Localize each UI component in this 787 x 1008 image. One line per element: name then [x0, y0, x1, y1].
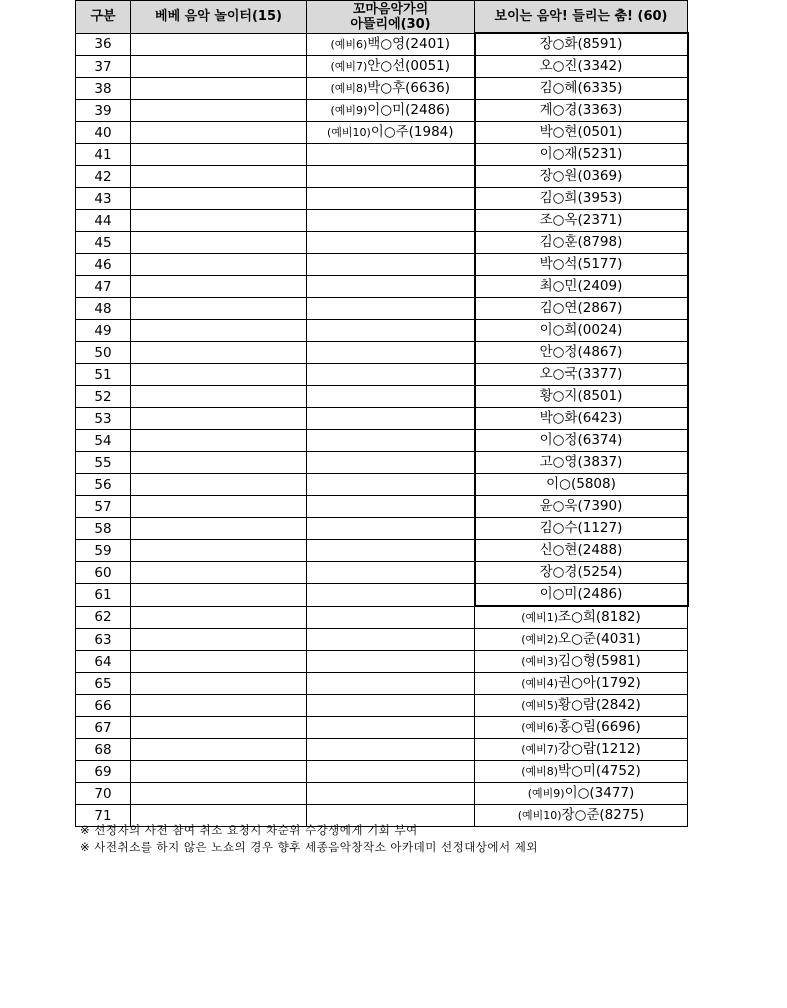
cell-bebe-music-playground [131, 783, 307, 805]
applicant-name: 박○후(6636) [367, 80, 451, 96]
applicant-name: 박○석(5177) [539, 256, 623, 272]
cell-bebe-music-playground [131, 144, 307, 166]
cell-little-musician-atelier [307, 254, 475, 276]
table-row [76, 144, 688, 166]
row-number: 64 [76, 651, 131, 673]
cell-little-musician-atelier [307, 33, 475, 56]
cell-bebe-music-playground [131, 56, 307, 78]
reserve-tag: (예비9) [330, 104, 368, 117]
cell-bebe-music-playground [131, 717, 307, 739]
table-row [76, 364, 688, 386]
cell-little-musician-atelier [307, 629, 475, 651]
table-row [76, 695, 688, 717]
row-number: 38 [76, 78, 131, 100]
row-number: 61 [76, 584, 131, 607]
cell-visible-music-audible-dance [475, 254, 688, 276]
cell-bebe-music-playground [131, 254, 307, 276]
row-number: 37 [76, 56, 131, 78]
applicant-name: 김○형(5981) [558, 653, 641, 669]
cell-little-musician-atelier [307, 606, 475, 629]
table-row [76, 232, 688, 254]
cell-little-musician-atelier [307, 364, 475, 386]
cell-bebe-music-playground [131, 166, 307, 188]
table-row [76, 342, 688, 364]
applicant-name: 김○희(3953) [539, 190, 623, 206]
cell-visible-music-audible-dance [475, 452, 688, 474]
table-row [76, 452, 688, 474]
cell-visible-music-audible-dance [475, 364, 688, 386]
row-number: 66 [76, 695, 131, 717]
reserve-tag: (예비6) [521, 721, 559, 734]
note-no-show: ※ 사전취소를 하지 않은 노쇼의 경우 향후 세종음악창작소 아카데미 선정대상에서 제외 [80, 840, 539, 854]
cell-bebe-music-playground [131, 364, 307, 386]
cell-bebe-music-playground [131, 386, 307, 408]
reserve-tag: (예비9) [527, 787, 565, 800]
row-number: 36 [76, 33, 131, 56]
applicant-name: 박○화(6423) [539, 410, 623, 426]
row-number: 57 [76, 496, 131, 518]
reserve-tag: (예비4) [521, 677, 559, 690]
applicant-name: 윤○욱(7390) [539, 498, 623, 514]
cell-bebe-music-playground [131, 122, 307, 144]
cell-little-musician-atelier [307, 232, 475, 254]
applicant-name: 이○(3477) [564, 785, 635, 801]
cell-little-musician-atelier [307, 651, 475, 673]
cell-little-musician-atelier [307, 276, 475, 298]
row-number: 47 [76, 276, 131, 298]
row-number: 40 [76, 122, 131, 144]
row-number: 54 [76, 430, 131, 452]
cell-bebe-music-playground [131, 232, 307, 254]
cell-little-musician-atelier [307, 122, 475, 144]
cell-bebe-music-playground [131, 298, 307, 320]
table-row [76, 562, 688, 584]
applicant-name: 신○현(2488) [539, 542, 623, 558]
applicant-name: 김○수(1127) [539, 520, 623, 536]
cell-bebe-music-playground [131, 761, 307, 783]
cell-visible-music-audible-dance [475, 673, 688, 695]
cell-bebe-music-playground [131, 342, 307, 364]
cell-little-musician-atelier [307, 739, 475, 761]
table-row [76, 673, 688, 695]
table-row [76, 761, 688, 783]
cell-visible-music-audible-dance [475, 695, 688, 717]
table-row [76, 518, 688, 540]
reserve-tag: (예비5) [521, 699, 559, 712]
row-number: 49 [76, 320, 131, 342]
cell-visible-music-audible-dance [475, 144, 688, 166]
reserve-tag: (예비10) [326, 126, 371, 139]
reserve-tag: (예비10) [517, 809, 562, 822]
cell-little-musician-atelier [307, 518, 475, 540]
row-number: 55 [76, 452, 131, 474]
table-row [76, 56, 688, 78]
applicant-name: 이○재(5231) [539, 146, 623, 162]
applicant-name: 고○영(3837) [539, 454, 623, 470]
row-number: 45 [76, 232, 131, 254]
cell-little-musician-atelier [307, 386, 475, 408]
cell-bebe-music-playground [131, 320, 307, 342]
applicant-name: 권○아(1792) [558, 675, 641, 691]
cell-bebe-music-playground [131, 496, 307, 518]
cell-bebe-music-playground [131, 276, 307, 298]
reserve-tag: (예비7) [330, 60, 368, 73]
cell-little-musician-atelier [307, 210, 475, 232]
cell-visible-music-audible-dance [475, 210, 688, 232]
cell-bebe-music-playground [131, 210, 307, 232]
applicant-name: 이○희(0024) [539, 322, 623, 338]
cell-little-musician-atelier [307, 584, 475, 607]
table-row [76, 166, 688, 188]
applicant-name: 장○화(8591) [539, 36, 623, 52]
applicant-name: 이○(5808) [546, 476, 616, 492]
table-row [76, 430, 688, 452]
cell-bebe-music-playground [131, 540, 307, 562]
applicant-name: 이○미(2486) [539, 586, 623, 602]
applicant-name: 조○희(8182) [558, 609, 641, 625]
cell-little-musician-atelier [307, 673, 475, 695]
row-number: 48 [76, 298, 131, 320]
row-number: 63 [76, 629, 131, 651]
cell-little-musician-atelier [307, 320, 475, 342]
header-visible-music-audible-dance: 보이는 음악! 들리는 춤! (60) [475, 1, 688, 34]
cell-bebe-music-playground [131, 100, 307, 122]
cell-visible-music-audible-dance [475, 408, 688, 430]
applicant-name: 안○선(0051) [367, 58, 451, 74]
table-row [76, 33, 688, 56]
row-number: 62 [76, 606, 131, 629]
table-row [76, 739, 688, 761]
reserve-tag: (예비8) [521, 765, 559, 778]
header-division: 구분 [76, 1, 131, 34]
row-number: 43 [76, 188, 131, 210]
cell-visible-music-audible-dance [475, 232, 688, 254]
table-row [76, 386, 688, 408]
cell-visible-music-audible-dance [475, 739, 688, 761]
cell-visible-music-audible-dance [475, 298, 688, 320]
applicant-name: 계○경(3363) [539, 102, 623, 118]
header-bebe-music-playground: 베베 음악 놀이터(15) [131, 1, 307, 34]
row-number: 41 [76, 144, 131, 166]
header-col2-line2: 아뜰리에(30) [350, 16, 431, 32]
table-row [76, 629, 688, 651]
row-number: 70 [76, 783, 131, 805]
applicant-name: 이○미(2486) [367, 102, 451, 118]
applicant-name: 장○경(5254) [539, 564, 623, 580]
table-body [76, 33, 688, 827]
table-row [76, 122, 688, 144]
cell-little-musician-atelier [307, 144, 475, 166]
applicant-name: 장○원(0369) [539, 168, 623, 184]
applicant-name: 김○연(2867) [539, 300, 623, 316]
cell-visible-music-audible-dance [475, 122, 688, 144]
table-row [76, 584, 688, 607]
cell-little-musician-atelier [307, 496, 475, 518]
cell-visible-music-audible-dance [475, 100, 688, 122]
reserve-tag: (예비2) [521, 633, 559, 646]
cell-visible-music-audible-dance [475, 474, 688, 496]
cell-bebe-music-playground [131, 739, 307, 761]
cell-visible-music-audible-dance [475, 783, 688, 805]
header-col2-line1: 꼬마음악가의 [352, 1, 429, 17]
row-number: 69 [76, 761, 131, 783]
table-row [76, 298, 688, 320]
cell-bebe-music-playground [131, 673, 307, 695]
table-row [76, 320, 688, 342]
table-row [76, 540, 688, 562]
cell-little-musician-atelier [307, 783, 475, 805]
cell-visible-music-audible-dance [475, 166, 688, 188]
applicant-name: 홍○림(6696) [558, 719, 641, 735]
applicant-name: 박○미(4752) [558, 763, 641, 779]
applicant-name: 김○혜(6335) [539, 80, 623, 96]
table-row [76, 651, 688, 673]
cell-little-musician-atelier [307, 56, 475, 78]
table-row [76, 717, 688, 739]
cell-little-musician-atelier [307, 166, 475, 188]
row-number: 42 [76, 166, 131, 188]
cell-little-musician-atelier [307, 474, 475, 496]
row-number: 71 [76, 805, 131, 827]
reserve-tag: (예비3) [521, 655, 559, 668]
cell-visible-music-audible-dance [475, 496, 688, 518]
cell-little-musician-atelier [307, 717, 475, 739]
cell-bebe-music-playground [131, 408, 307, 430]
cell-bebe-music-playground [131, 188, 307, 210]
cell-bebe-music-playground [131, 452, 307, 474]
cell-bebe-music-playground [131, 474, 307, 496]
applicant-name: 오○국(3377) [539, 366, 623, 382]
cell-bebe-music-playground [131, 33, 307, 56]
note-cancel-request: ※ 선정자의 사전 참여 취소 요청시 차순위 수강생에게 기회 부여 [80, 823, 418, 837]
reserve-tag: (예비1) [521, 611, 559, 624]
cell-little-musician-atelier [307, 188, 475, 210]
cell-little-musician-atelier [307, 562, 475, 584]
cell-visible-music-audible-dance [475, 342, 688, 364]
cell-little-musician-atelier [307, 430, 475, 452]
header-little-musician-atelier [307, 1, 475, 34]
cell-bebe-music-playground [131, 78, 307, 100]
cell-little-musician-atelier [307, 298, 475, 320]
cell-bebe-music-playground [131, 518, 307, 540]
row-number: 68 [76, 739, 131, 761]
row-number: 50 [76, 342, 131, 364]
row-number: 52 [76, 386, 131, 408]
table-row [76, 474, 688, 496]
cell-little-musician-atelier [307, 78, 475, 100]
cell-bebe-music-playground [131, 695, 307, 717]
cell-visible-music-audible-dance [475, 430, 688, 452]
cell-bebe-music-playground [131, 629, 307, 651]
roster-table [75, 0, 689, 827]
cell-bebe-music-playground [131, 562, 307, 584]
applicant-name: 이○주(1984) [370, 124, 454, 140]
row-number: 56 [76, 474, 131, 496]
cell-visible-music-audible-dance [475, 320, 688, 342]
cell-visible-music-audible-dance [475, 606, 688, 629]
table-row [76, 254, 688, 276]
cell-visible-music-audible-dance [475, 761, 688, 783]
cell-little-musician-atelier [307, 761, 475, 783]
cell-visible-music-audible-dance [475, 276, 688, 298]
reserve-tag: (예비6) [330, 37, 368, 51]
reserve-tag: (예비8) [330, 82, 368, 95]
cell-bebe-music-playground [131, 606, 307, 629]
cell-little-musician-atelier [307, 452, 475, 474]
row-number: 46 [76, 254, 131, 276]
reserve-tag: (예비7) [521, 743, 559, 756]
cell-visible-music-audible-dance [475, 188, 688, 210]
table-row [76, 188, 688, 210]
applicant-name: 황○람(2842) [558, 697, 641, 713]
cell-little-musician-atelier [307, 100, 475, 122]
table-row [76, 606, 688, 629]
row-number: 65 [76, 673, 131, 695]
table-row [76, 100, 688, 122]
header-row [76, 1, 688, 34]
row-number: 53 [76, 408, 131, 430]
table-row [76, 210, 688, 232]
applicant-name: 조○옥(2371) [539, 212, 623, 228]
row-number: 44 [76, 210, 131, 232]
applicant-name: 안○정(4867) [539, 344, 623, 360]
table-row [76, 408, 688, 430]
row-number: 58 [76, 518, 131, 540]
cell-visible-music-audible-dance [475, 56, 688, 78]
row-number: 59 [76, 540, 131, 562]
cell-visible-music-audible-dance [475, 78, 688, 100]
applicant-name: 강○람(1212) [558, 741, 641, 757]
cell-visible-music-audible-dance [475, 629, 688, 651]
applicant-name: 오○진(3342) [539, 58, 623, 74]
cell-visible-music-audible-dance [475, 651, 688, 673]
applicant-name: 이○정(6374) [539, 432, 623, 448]
cell-bebe-music-playground [131, 651, 307, 673]
row-number: 39 [76, 100, 131, 122]
notes [80, 822, 538, 856]
cell-visible-music-audible-dance [475, 33, 688, 56]
table-row [76, 276, 688, 298]
cell-little-musician-atelier [307, 540, 475, 562]
cell-visible-music-audible-dance [475, 386, 688, 408]
applicant-name: 백○영(2401) [367, 35, 451, 52]
cell-visible-music-audible-dance [475, 540, 688, 562]
table-row [76, 496, 688, 518]
applicant-name: 오○준(4031) [558, 631, 641, 647]
applicant-name: 최○민(2409) [539, 278, 623, 294]
cell-little-musician-atelier [307, 408, 475, 430]
cell-little-musician-atelier [307, 342, 475, 364]
cell-little-musician-atelier [307, 695, 475, 717]
cell-bebe-music-playground [131, 430, 307, 452]
row-number: 60 [76, 562, 131, 584]
row-number: 51 [76, 364, 131, 386]
cell-visible-music-audible-dance [475, 717, 688, 739]
applicant-name: 장○준(8275) [561, 807, 645, 823]
applicant-name: 김○훈(8798) [539, 234, 623, 250]
applicant-name: 박○현(0501) [539, 124, 623, 140]
applicant-name: 황○지(8501) [539, 388, 623, 404]
row-number: 67 [76, 717, 131, 739]
cell-visible-music-audible-dance [475, 518, 688, 540]
cell-visible-music-audible-dance [475, 584, 688, 607]
table-row [76, 78, 688, 100]
table-row [76, 783, 688, 805]
cell-visible-music-audible-dance [475, 562, 688, 584]
cell-bebe-music-playground [131, 584, 307, 607]
